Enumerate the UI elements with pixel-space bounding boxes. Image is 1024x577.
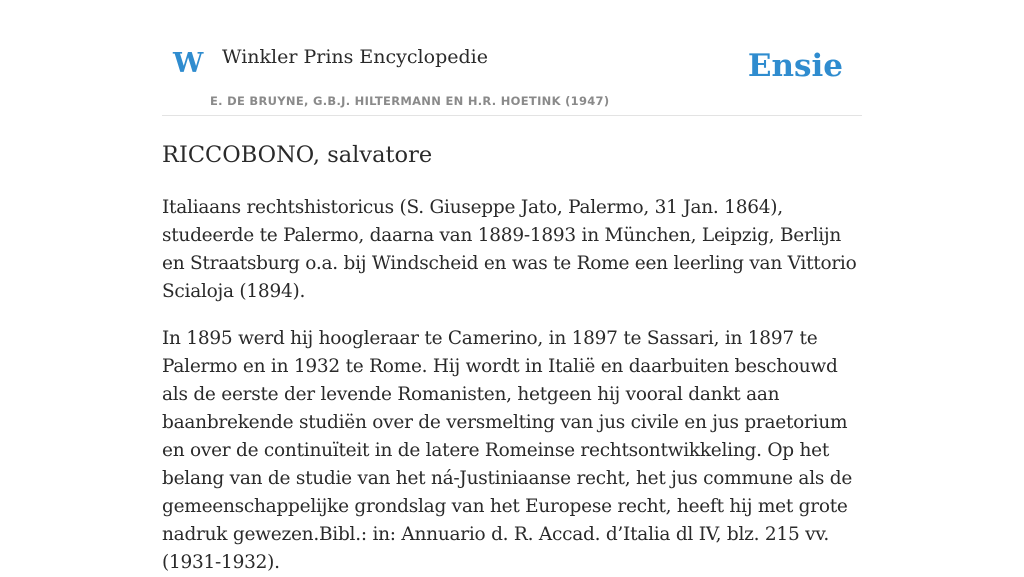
publication-title-link[interactable]: Winkler Prins Encyclopedie bbox=[222, 46, 488, 68]
article-title: RICCOBONO, salvatore bbox=[162, 142, 433, 168]
publication-authors: E. DE BRUYNE, G.B.J. HILTERMANN EN H.R. HOETINK (1947) bbox=[210, 94, 610, 108]
ensie-brand-logo[interactable]: Ensie bbox=[747, 48, 843, 84]
article-paragraph: Italiaans rechtshistoricus (S. Giuseppe Jato, Palermo, 31 Jan. 1864), studeerde te Palermo, daarna van 1889-1893 in München, Leipzig, Berlijn en Straatsburg o.a. bij Windscheid en was te Rome een leerling van Vittorio Scialoja (1894). bbox=[162, 197, 857, 302]
publication-header bbox=[162, 0, 862, 116]
article-paragraph: In 1895 werd hij hoogleraar te Camerino, in 1897 te Sassari, in 1897 te Palermo en in 1932 te Rome. Hij wordt in Italië en daarbuiten beschouwd als de eerste der levende Romanisten, hetgeen hij vooral dankt aan baanbrekende studiën over de versmelting van jus civile en jus praetorium en over de continuïteit in de latere Romeinse rechtsontwikkeling. Op het belang van de studie van het ná-Justiniaanse recht, het jus commune als de gemeenschappelijke grondslag van het Europese recht, heeft hij met grote nadruk gewezen.Bibl.: in: Annuario d. R. Accad. d’Italia dl IV, blz. 215 vv. (1931-1932). bbox=[162, 328, 853, 573]
article bbox=[162, 138, 867, 577]
publication-logo[interactable]: W bbox=[173, 48, 204, 79]
